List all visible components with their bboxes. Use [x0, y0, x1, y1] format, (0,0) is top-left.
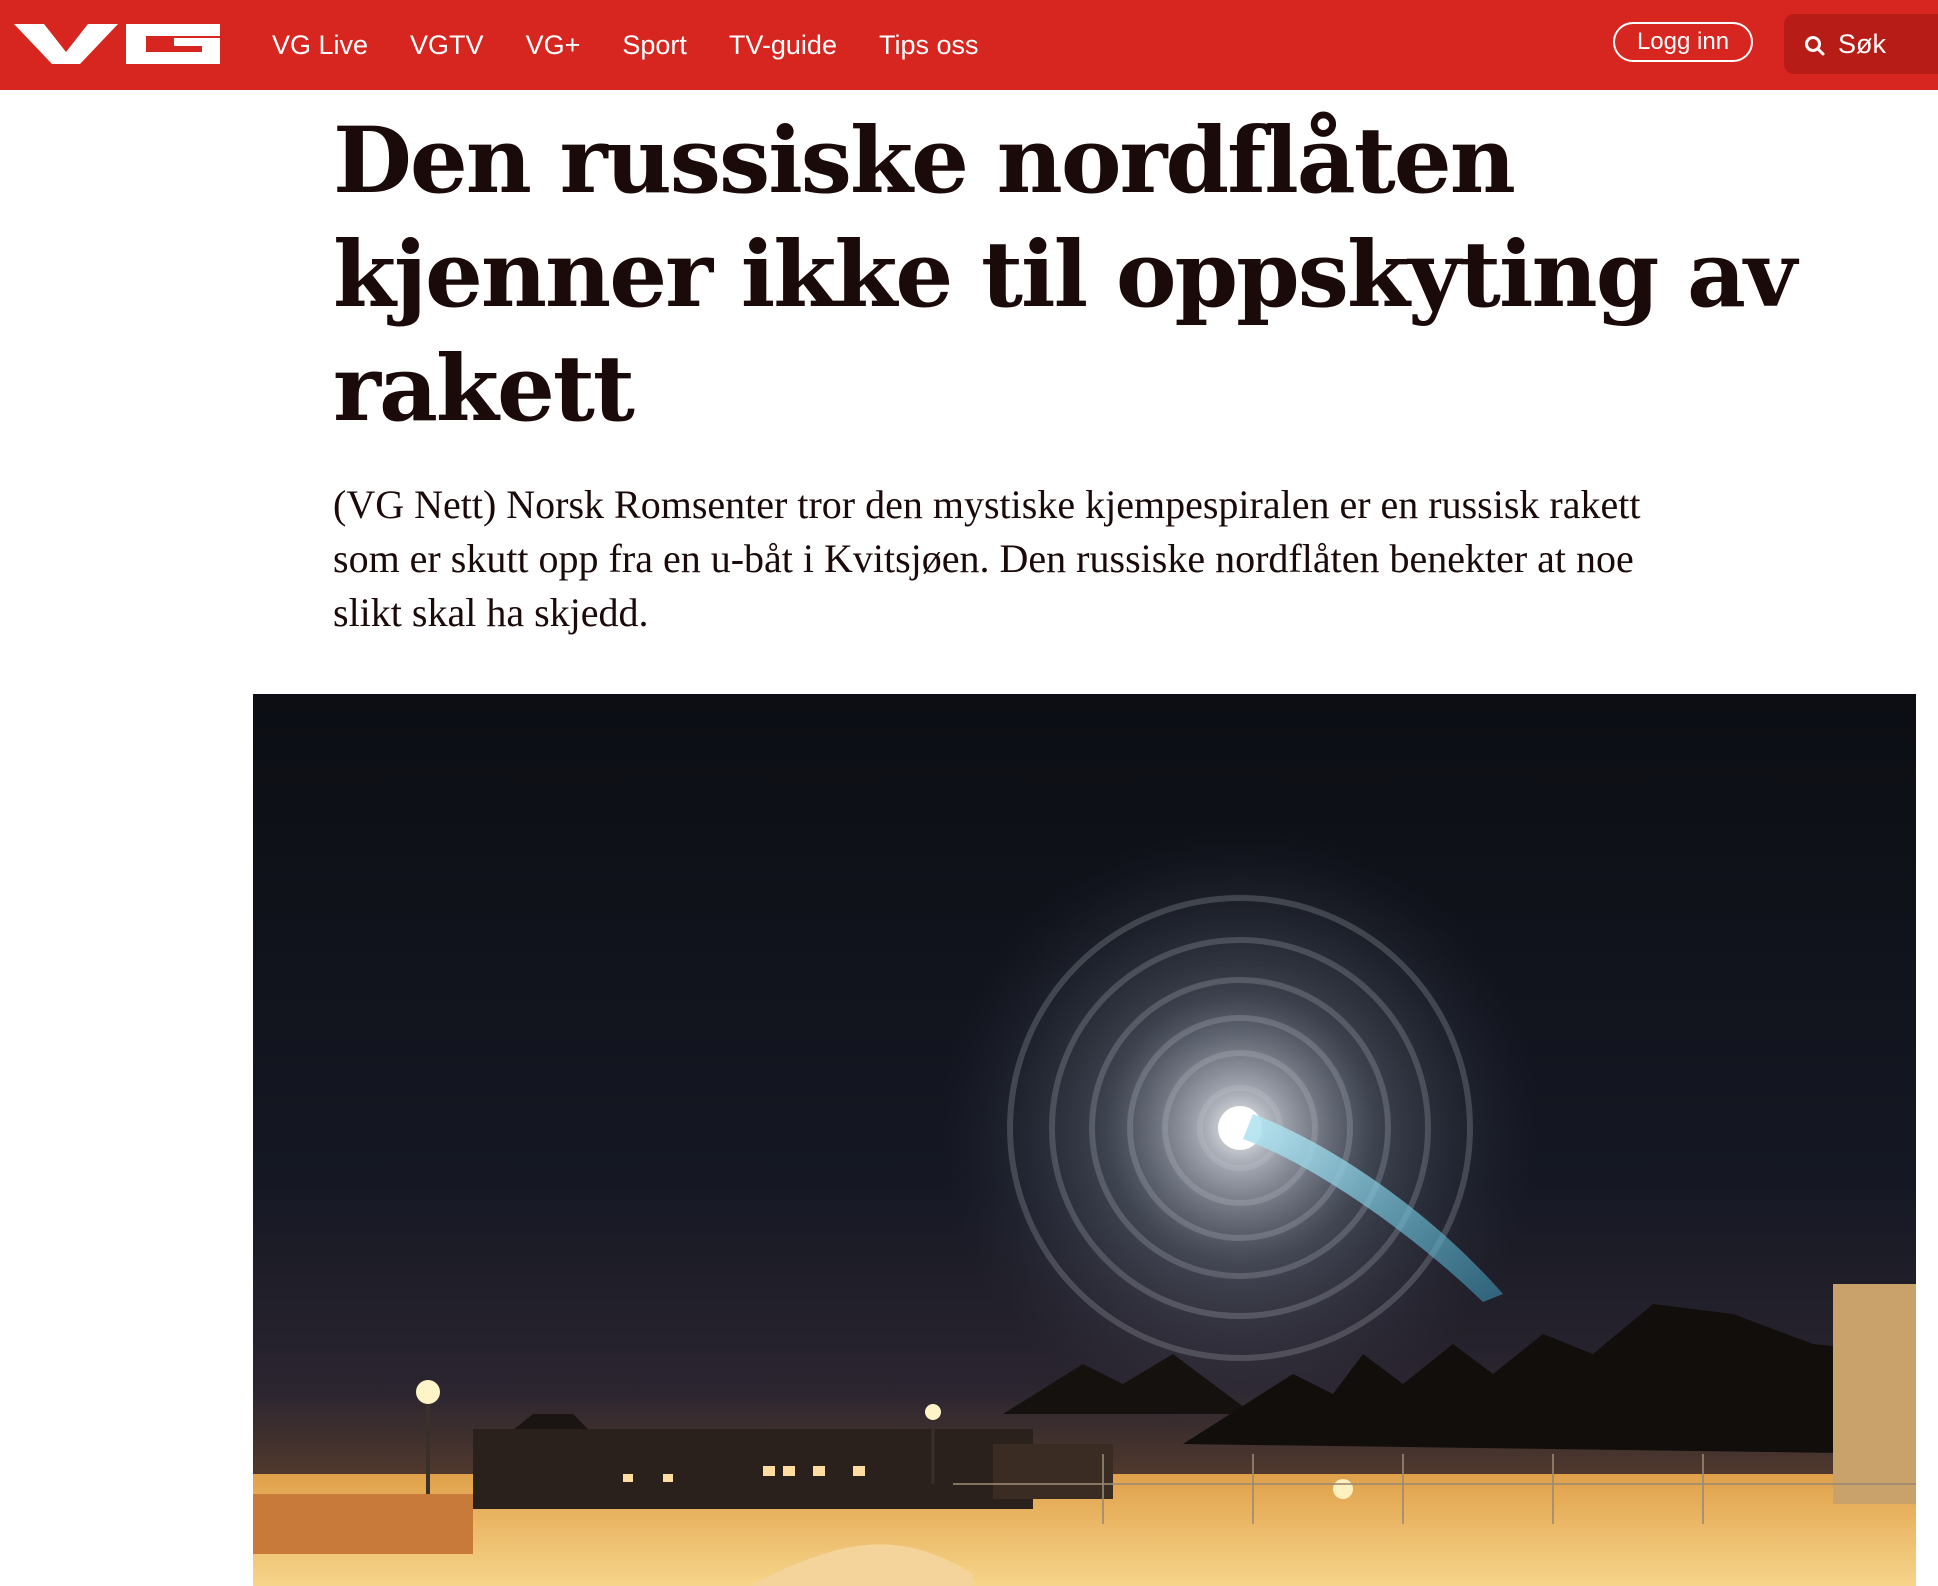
nav-item-tips-oss[interactable]: Tips oss	[878, 29, 979, 60]
vg-logo[interactable]	[14, 22, 220, 66]
lede-line: slikt skal ha skjedd.	[333, 590, 649, 635]
login-button[interactable]: Logg inn	[1613, 22, 1753, 62]
search-label: Søk	[1838, 28, 1887, 59]
article-lede	[333, 478, 1873, 640]
nav-item-tv-guide[interactable]: TV-guide	[728, 29, 837, 60]
headline-line: Den russiske nordflåten	[333, 108, 1514, 214]
headline-line: rakett	[333, 336, 633, 442]
article-photo[interactable]	[253, 694, 1916, 1586]
search-icon	[1804, 33, 1826, 55]
night-sky-spiral-image	[253, 694, 1916, 1586]
nav-item-vg-plus[interactable]: VG+	[525, 29, 581, 60]
article-headline	[333, 104, 1833, 446]
lede-line: (VG Nett) Norsk Romsenter tror den mystiske kjempespiralen er en russisk rakett	[333, 482, 1641, 527]
nav-item-vgtv[interactable]: VGTV	[410, 29, 484, 60]
headline-line: kjenner ikke til oppskyting av	[333, 222, 1795, 328]
top-navigation-bar	[0, 0, 1938, 90]
lede-line: som er skutt opp fra en u-båt i Kvitsjøen. Den russiske nordflåten benekter at noe	[333, 536, 1634, 581]
nav-item-sport[interactable]: Sport	[622, 29, 687, 60]
main-nav	[272, 0, 1021, 90]
nav-item-vg-live[interactable]: VG Live	[272, 29, 369, 60]
search-button[interactable]	[1784, 14, 1938, 74]
